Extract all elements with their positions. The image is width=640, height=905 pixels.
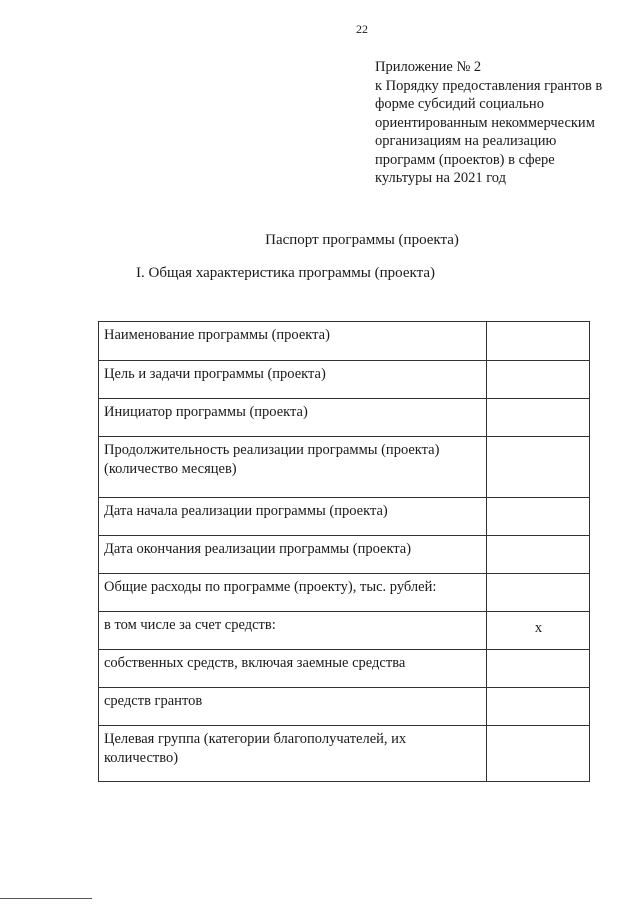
row-label: Целевая группа (категории благополучателей, их количество) [99,726,487,782]
row-value [487,498,590,536]
table-row [99,688,590,726]
table-row [99,726,590,782]
row-value [487,688,590,726]
table-row [99,612,590,650]
row-label: Наименование программы (проекта) [99,322,487,361]
row-label: Продолжительность реализации программы (проекта) (количество месяцев) [99,437,487,498]
row-label: Общие расходы по программе (проекту), тыс. рублей: [99,574,487,612]
table-row [99,361,590,399]
table-row [99,437,590,498]
row-label: собственных средств, включая заемные средства [99,650,487,688]
page-number: 22 [356,22,368,36]
row-value [487,574,590,612]
table-row [99,498,590,536]
document-title: Паспорт программы (проекта) [265,232,459,248]
row-label: Инициатор программы (проекта) [99,399,487,437]
passport-table [98,321,590,782]
appendix-line: к Порядку предоставления грантов в [375,77,603,94]
row-label: Дата начала реализации программы (проекта) [99,498,487,536]
footnote-divider [0,898,92,899]
row-value [487,399,590,437]
row-value [487,322,590,361]
appendix-line: программ (проектов) в сфере [375,151,555,168]
row-value [487,361,590,399]
appendix-line: организациям на реализацию [375,133,557,149]
table-row [99,574,590,612]
row-label: Цель и задачи программы (проекта) [99,361,487,399]
row-value [487,726,590,782]
table-row [99,650,590,688]
appendix-line: ориентированным некоммерческим [375,114,595,131]
appendix-note [375,58,635,188]
row-label: в том числе за счет средств: [99,612,487,650]
section-title: I. Общая характеристика программы (проекта) [136,265,435,281]
table-row [99,536,590,574]
row-value: x [487,612,590,650]
row-value [487,650,590,688]
row-label: Дата окончания реализации программы (проекта) [99,536,487,574]
row-value [487,536,590,574]
appendix-line: Приложение № 2 [375,59,482,75]
appendix-line: форме субсидий социально [375,96,544,112]
appendix-line: культуры на 2021 год [375,170,507,186]
row-label: средств грантов [99,688,487,726]
table-row [99,399,590,437]
row-value [487,437,590,498]
table-row [99,322,590,361]
